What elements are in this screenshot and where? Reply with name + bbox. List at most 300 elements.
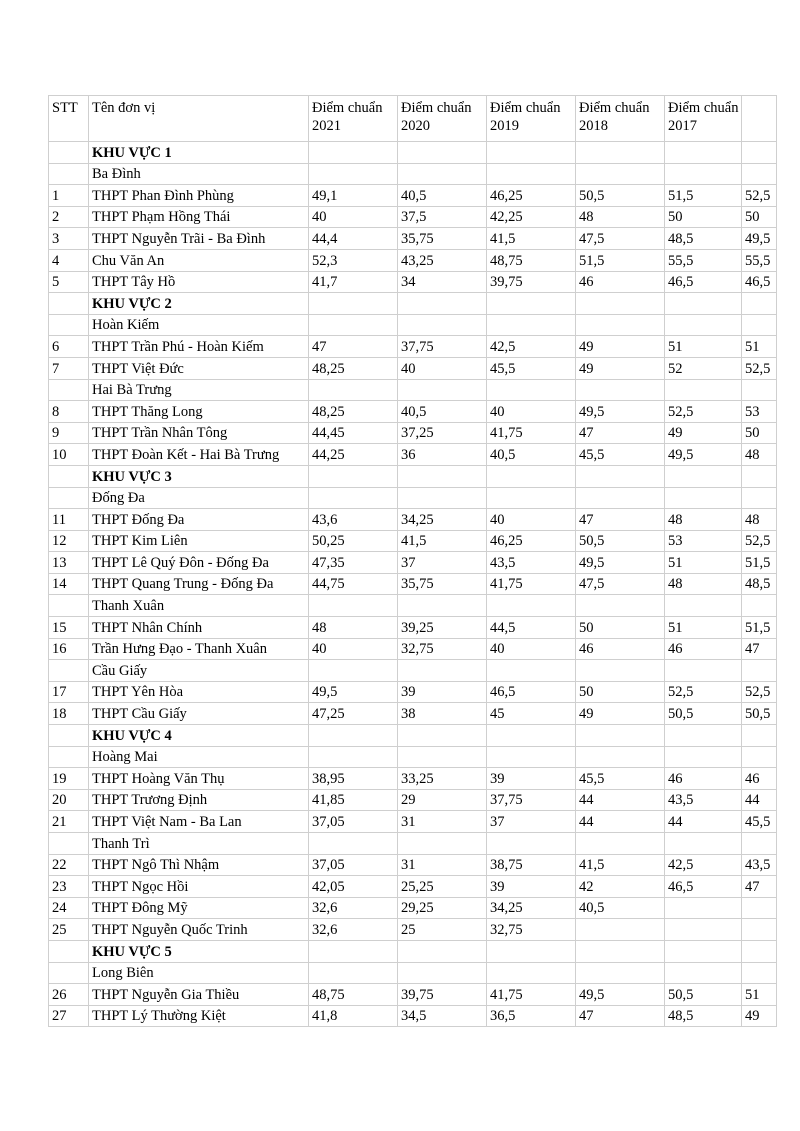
district-label: Ba Đình [89, 163, 309, 185]
empty-cell [309, 465, 398, 487]
row-score-2020: 35,75 [398, 228, 487, 250]
row-stt [49, 962, 89, 984]
empty-cell [487, 314, 576, 336]
district-row [49, 314, 777, 336]
row-score-2019: 44,5 [487, 617, 576, 639]
row-school-name: THPT Đoàn Kết - Hai Bà Trưng [89, 444, 309, 466]
district-row [49, 487, 777, 509]
row-score-2019: 39,75 [487, 271, 576, 293]
row-score-2018: 46 [576, 271, 665, 293]
row-score-2018: 45,5 [576, 768, 665, 790]
row-score-2018: 47,5 [576, 573, 665, 595]
row-score-2018: 44 [576, 811, 665, 833]
row-score-2019: 38,75 [487, 854, 576, 876]
table-row [49, 228, 777, 250]
table-row [49, 185, 777, 207]
row-score-extra: 55,5 [742, 249, 777, 271]
empty-cell [665, 595, 742, 617]
row-score-2021: 47,25 [309, 703, 398, 725]
row-score-2021: 44,25 [309, 444, 398, 466]
row-stt [49, 314, 89, 336]
empty-cell [487, 833, 576, 855]
row-score-2020: 31 [398, 854, 487, 876]
empty-cell [576, 293, 665, 315]
row-school-name: Chu Văn An [89, 249, 309, 271]
row-score-2019: 46,25 [487, 530, 576, 552]
row-stt [49, 746, 89, 768]
row-score-2018: 50,5 [576, 530, 665, 552]
row-score-2017 [665, 919, 742, 941]
header-score-2017: Điểm chuẩn 2017 [665, 96, 742, 142]
row-score-extra: 48,5 [742, 573, 777, 595]
row-score-extra: 52,5 [742, 185, 777, 207]
empty-cell [665, 940, 742, 962]
row-score-2019: 36,5 [487, 1005, 576, 1027]
empty-cell [742, 940, 777, 962]
table-row [49, 422, 777, 444]
row-score-2020: 37 [398, 552, 487, 574]
empty-cell [398, 314, 487, 336]
empty-cell [742, 314, 777, 336]
row-score-extra: 44 [742, 789, 777, 811]
row-stt [49, 833, 89, 855]
district-row [49, 660, 777, 682]
table-row [49, 573, 777, 595]
row-score-2018: 40,5 [576, 897, 665, 919]
region-label: KHU VỰC 1 [89, 142, 309, 164]
row-score-2019: 41,75 [487, 984, 576, 1006]
table-header-row [49, 96, 777, 142]
admission-scores-table [48, 95, 777, 1027]
row-stt: 9 [49, 422, 89, 444]
empty-cell [576, 142, 665, 164]
empty-cell [487, 962, 576, 984]
empty-cell [487, 142, 576, 164]
row-score-2021: 50,25 [309, 530, 398, 552]
table-row [49, 617, 777, 639]
district-label: Hai Bà Trưng [89, 379, 309, 401]
row-stt: 11 [49, 509, 89, 531]
empty-cell [398, 487, 487, 509]
empty-cell [487, 465, 576, 487]
row-score-2020: 37,25 [398, 422, 487, 444]
region-row [49, 142, 777, 164]
row-score-2018: 47,5 [576, 228, 665, 250]
row-school-name: THPT Kim Liên [89, 530, 309, 552]
row-score-2020: 34,5 [398, 1005, 487, 1027]
empty-cell [665, 314, 742, 336]
empty-cell [487, 940, 576, 962]
row-score-2019: 37 [487, 811, 576, 833]
district-label: Hoàn Kiếm [89, 314, 309, 336]
empty-cell [487, 487, 576, 509]
empty-cell [487, 660, 576, 682]
row-score-2018: 51,5 [576, 249, 665, 271]
row-score-2019: 42,5 [487, 336, 576, 358]
row-score-2017: 46,5 [665, 271, 742, 293]
row-score-2019: 37,75 [487, 789, 576, 811]
row-score-2018: 42 [576, 876, 665, 898]
row-score-extra: 51 [742, 984, 777, 1006]
row-score-2019: 40 [487, 401, 576, 423]
table-row [49, 444, 777, 466]
row-score-2020: 29,25 [398, 897, 487, 919]
header-score-2020: Điểm chuẩn 2020 [398, 96, 487, 142]
row-stt [49, 487, 89, 509]
row-score-2017: 46,5 [665, 876, 742, 898]
table-row [49, 919, 777, 941]
row-stt: 26 [49, 984, 89, 1006]
row-school-name: THPT Yên Hòa [89, 681, 309, 703]
row-score-2018: 49 [576, 357, 665, 379]
empty-cell [487, 746, 576, 768]
empty-cell [665, 142, 742, 164]
region-row [49, 940, 777, 962]
row-stt [49, 163, 89, 185]
table-row [49, 876, 777, 898]
row-stt: 1 [49, 185, 89, 207]
row-stt: 22 [49, 854, 89, 876]
row-school-name: THPT Nguyễn Trãi - Ba Đình [89, 228, 309, 250]
row-score-2017: 52,5 [665, 681, 742, 703]
region-label: KHU VỰC 2 [89, 293, 309, 315]
row-score-2017: 48,5 [665, 1005, 742, 1027]
empty-cell [665, 746, 742, 768]
row-score-extra [742, 919, 777, 941]
row-score-2020: 35,75 [398, 573, 487, 595]
district-label: Long Biên [89, 962, 309, 984]
empty-cell [487, 293, 576, 315]
empty-cell [742, 595, 777, 617]
row-score-2019: 41,5 [487, 228, 576, 250]
empty-cell [398, 940, 487, 962]
row-stt [49, 142, 89, 164]
empty-cell [576, 660, 665, 682]
empty-cell [742, 725, 777, 747]
row-score-2018: 47 [576, 1005, 665, 1027]
row-stt: 17 [49, 681, 89, 703]
row-stt: 27 [49, 1005, 89, 1027]
row-school-name: THPT Việt Nam - Ba Lan [89, 811, 309, 833]
row-score-2020: 34 [398, 271, 487, 293]
row-score-2020: 40,5 [398, 401, 487, 423]
region-label: KHU VỰC 3 [89, 465, 309, 487]
table-row [49, 249, 777, 271]
row-score-2019: 41,75 [487, 422, 576, 444]
row-score-extra: 45,5 [742, 811, 777, 833]
empty-cell [576, 595, 665, 617]
row-score-2021: 41,7 [309, 271, 398, 293]
row-stt: 5 [49, 271, 89, 293]
row-score-extra: 50 [742, 422, 777, 444]
table-row [49, 509, 777, 531]
header-score-2018: Điểm chuẩn 2018 [576, 96, 665, 142]
row-score-2021: 32,6 [309, 919, 398, 941]
row-score-2021: 37,05 [309, 854, 398, 876]
row-score-2020: 38 [398, 703, 487, 725]
row-score-2019: 43,5 [487, 552, 576, 574]
empty-cell [742, 142, 777, 164]
empty-cell [398, 833, 487, 855]
table-row [49, 789, 777, 811]
empty-cell [398, 725, 487, 747]
row-score-2018 [576, 919, 665, 941]
row-score-2018: 41,5 [576, 854, 665, 876]
row-score-2017: 55,5 [665, 249, 742, 271]
empty-cell [665, 660, 742, 682]
region-row [49, 465, 777, 487]
table-row [49, 638, 777, 660]
table-row [49, 897, 777, 919]
row-score-2019: 39 [487, 768, 576, 790]
row-score-2021: 48,25 [309, 357, 398, 379]
row-score-extra: 50 [742, 206, 777, 228]
row-score-2020: 39,75 [398, 984, 487, 1006]
row-stt: 8 [49, 401, 89, 423]
district-row [49, 962, 777, 984]
row-stt [49, 293, 89, 315]
empty-cell [665, 163, 742, 185]
row-score-extra [742, 897, 777, 919]
row-score-2019: 40 [487, 638, 576, 660]
district-label: Cầu Giấy [89, 660, 309, 682]
row-score-2017: 48,5 [665, 228, 742, 250]
row-stt: 4 [49, 249, 89, 271]
row-stt: 2 [49, 206, 89, 228]
empty-cell [309, 379, 398, 401]
row-score-2021: 43,6 [309, 509, 398, 531]
row-score-2020: 32,75 [398, 638, 487, 660]
table-row [49, 1005, 777, 1027]
row-score-2018: 49,5 [576, 401, 665, 423]
empty-cell [665, 379, 742, 401]
row-score-2018: 47 [576, 509, 665, 531]
row-score-2019: 41,75 [487, 573, 576, 595]
table-row [49, 984, 777, 1006]
empty-cell [309, 746, 398, 768]
row-school-name: THPT Phạm Hồng Thái [89, 206, 309, 228]
row-score-extra: 49 [742, 1005, 777, 1027]
district-label: Đống Đa [89, 487, 309, 509]
district-row [49, 163, 777, 185]
row-school-name: THPT Trương Định [89, 789, 309, 811]
row-stt [49, 940, 89, 962]
row-score-2019: 45,5 [487, 357, 576, 379]
empty-cell [309, 314, 398, 336]
row-score-2021: 38,95 [309, 768, 398, 790]
row-score-2017: 42,5 [665, 854, 742, 876]
table-body [49, 142, 777, 1027]
district-label: Hoàng Mai [89, 746, 309, 768]
district-label: Thanh Xuân [89, 595, 309, 617]
row-score-2020: 34,25 [398, 509, 487, 531]
empty-cell [665, 725, 742, 747]
row-score-extra: 49,5 [742, 228, 777, 250]
row-score-2021: 44,75 [309, 573, 398, 595]
empty-cell [665, 487, 742, 509]
row-school-name: THPT Lý Thường Kiệt [89, 1005, 309, 1027]
row-score-2019: 32,75 [487, 919, 576, 941]
row-stt [49, 379, 89, 401]
row-score-2020: 41,5 [398, 530, 487, 552]
table-row [49, 271, 777, 293]
row-score-extra: 52,5 [742, 530, 777, 552]
row-stt: 16 [49, 638, 89, 660]
row-score-2019: 46,25 [487, 185, 576, 207]
header-school-name: Tên đơn vị [89, 96, 309, 142]
row-school-name: THPT Nhân Chính [89, 617, 309, 639]
row-score-2017: 43,5 [665, 789, 742, 811]
row-school-name: THPT Quang Trung - Đống Đa [89, 573, 309, 595]
row-school-name: THPT Trần Phú - Hoàn Kiếm [89, 336, 309, 358]
row-score-extra: 48 [742, 444, 777, 466]
row-score-2017: 52 [665, 357, 742, 379]
empty-cell [665, 833, 742, 855]
row-school-name: THPT Lê Quý Đôn - Đống Đa [89, 552, 309, 574]
row-score-2018: 47 [576, 422, 665, 444]
row-score-2019: 39 [487, 876, 576, 898]
empty-cell [398, 163, 487, 185]
empty-cell [309, 833, 398, 855]
row-score-2021: 48,25 [309, 401, 398, 423]
row-school-name: THPT Đông Mỹ [89, 897, 309, 919]
empty-cell [742, 379, 777, 401]
empty-cell [309, 293, 398, 315]
row-score-2019: 42,25 [487, 206, 576, 228]
empty-cell [742, 487, 777, 509]
row-score-2017: 46 [665, 768, 742, 790]
row-stt: 19 [49, 768, 89, 790]
empty-cell [487, 379, 576, 401]
table-row [49, 681, 777, 703]
row-stt [49, 660, 89, 682]
row-school-name: THPT Ngô Thì Nhậm [89, 854, 309, 876]
row-score-2017: 50,5 [665, 703, 742, 725]
row-score-2017: 51 [665, 552, 742, 574]
row-score-extra: 51,5 [742, 617, 777, 639]
table-row [49, 854, 777, 876]
row-school-name: THPT Tây Hồ [89, 271, 309, 293]
row-score-2021: 41,85 [309, 789, 398, 811]
row-school-name: THPT Trần Nhân Tông [89, 422, 309, 444]
district-label: Thanh Trì [89, 833, 309, 855]
row-stt [49, 465, 89, 487]
row-score-2017: 49,5 [665, 444, 742, 466]
district-row [49, 595, 777, 617]
row-score-2018: 49,5 [576, 552, 665, 574]
row-score-extra: 52,5 [742, 357, 777, 379]
empty-cell [576, 487, 665, 509]
row-school-name: THPT Đống Đa [89, 509, 309, 531]
row-stt [49, 595, 89, 617]
empty-cell [742, 746, 777, 768]
row-score-extra: 46,5 [742, 271, 777, 293]
row-score-2018: 49 [576, 336, 665, 358]
empty-cell [665, 465, 742, 487]
row-stt [49, 725, 89, 747]
row-school-name: THPT Việt Đức [89, 357, 309, 379]
row-score-2020: 36 [398, 444, 487, 466]
row-score-2018: 48 [576, 206, 665, 228]
empty-cell [742, 833, 777, 855]
table-row [49, 703, 777, 725]
row-school-name: THPT Thăng Long [89, 401, 309, 423]
row-score-2017: 51 [665, 336, 742, 358]
empty-cell [309, 962, 398, 984]
empty-cell [309, 725, 398, 747]
empty-cell [742, 465, 777, 487]
row-score-2020: 37,5 [398, 206, 487, 228]
row-school-name: THPT Cầu Giấy [89, 703, 309, 725]
row-score-2019: 34,25 [487, 897, 576, 919]
header-score-2021: Điểm chuẩn 2021 [309, 96, 398, 142]
row-stt: 10 [49, 444, 89, 466]
empty-cell [487, 595, 576, 617]
district-row [49, 833, 777, 855]
row-score-2019: 40 [487, 509, 576, 531]
row-score-extra: 53 [742, 401, 777, 423]
region-label: KHU VỰC 5 [89, 940, 309, 962]
empty-cell [398, 142, 487, 164]
row-score-2020: 25 [398, 919, 487, 941]
empty-cell [398, 465, 487, 487]
row-score-2018: 50 [576, 681, 665, 703]
empty-cell [398, 595, 487, 617]
empty-cell [309, 142, 398, 164]
row-score-2017: 52,5 [665, 401, 742, 423]
empty-cell [576, 379, 665, 401]
header-score-2019: Điểm chuẩn 2019 [487, 96, 576, 142]
row-school-name: THPT Ngọc Hồi [89, 876, 309, 898]
region-row [49, 725, 777, 747]
row-score-2020: 40 [398, 357, 487, 379]
row-score-extra: 47 [742, 638, 777, 660]
empty-cell [487, 163, 576, 185]
row-score-2018: 46 [576, 638, 665, 660]
empty-cell [309, 163, 398, 185]
row-score-2018: 45,5 [576, 444, 665, 466]
row-score-2017: 49 [665, 422, 742, 444]
empty-cell [742, 293, 777, 315]
empty-cell [576, 465, 665, 487]
row-stt: 7 [49, 357, 89, 379]
district-row [49, 379, 777, 401]
row-score-2020: 39,25 [398, 617, 487, 639]
empty-cell [309, 595, 398, 617]
empty-cell [742, 163, 777, 185]
row-score-extra: 52,5 [742, 681, 777, 703]
table-row [49, 768, 777, 790]
row-score-2020: 25,25 [398, 876, 487, 898]
row-score-2017: 48 [665, 509, 742, 531]
row-score-2021: 48 [309, 617, 398, 639]
empty-cell [487, 725, 576, 747]
row-score-extra: 51,5 [742, 552, 777, 574]
table-row [49, 336, 777, 358]
row-score-2017: 51,5 [665, 185, 742, 207]
district-row [49, 746, 777, 768]
row-score-2021: 32,6 [309, 897, 398, 919]
empty-cell [576, 314, 665, 336]
row-school-name: THPT Hoàng Văn Thụ [89, 768, 309, 790]
empty-cell [398, 660, 487, 682]
empty-cell [398, 379, 487, 401]
row-score-2017: 50 [665, 206, 742, 228]
empty-cell [309, 940, 398, 962]
empty-cell [576, 163, 665, 185]
row-score-2020: 43,25 [398, 249, 487, 271]
empty-cell [576, 962, 665, 984]
